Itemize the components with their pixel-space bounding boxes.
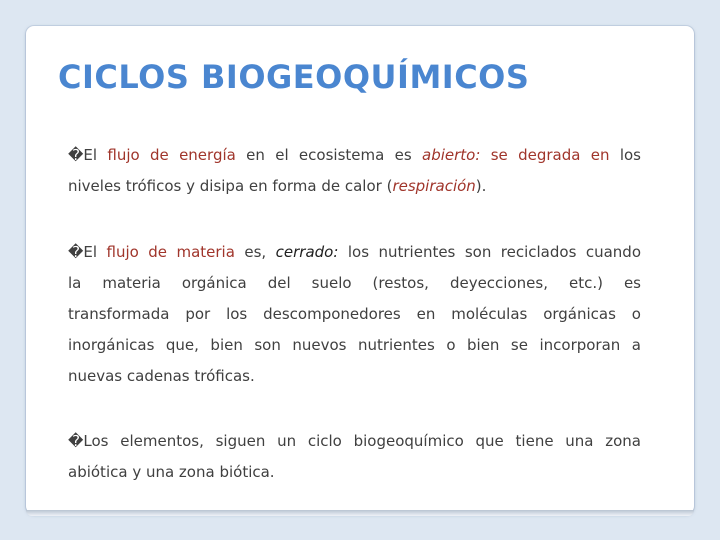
paragraph-line: transformada por los descomponedores en moléculas orgánicas o xyxy=(68,305,641,323)
paragraph-line: la materia orgánica del suelo (restos, deyecciones, etc.) es xyxy=(68,274,641,292)
text-run: los nutrientes son reciclados cuando xyxy=(338,243,641,261)
paragraph-line: nuevas cadenas tróficas. xyxy=(68,367,255,385)
slide-bottom-edge xyxy=(26,510,694,516)
term-respiration: respiración xyxy=(392,177,476,195)
slide-title: CICLOS BIOGEOQUÍMICOS xyxy=(58,58,530,96)
term-open: abierto: xyxy=(422,146,481,164)
text-run: Los elementos, siguen un ciclo biogeoquímico que tiene una zona xyxy=(83,432,641,450)
paragraph-line: inorgánicas que, bien son nuevos nutrientes o bien se incorporan a xyxy=(68,336,641,354)
paragraph-line xyxy=(68,140,641,171)
text-run: niveles tróficos y disipa en forma de calor ( xyxy=(68,177,393,195)
text-run: los xyxy=(609,146,641,164)
bullet-glyph: � xyxy=(68,146,84,164)
paragraph-line xyxy=(68,237,641,268)
paragraph-line: abiótica y una zona biótica. xyxy=(68,463,275,481)
term-closed: cerrado: xyxy=(275,243,339,261)
bullet-glyph: � xyxy=(68,432,84,450)
text-run: ). xyxy=(475,177,487,195)
term-energy-flow: flujo de energía xyxy=(107,146,236,164)
text-run: es, xyxy=(234,243,276,261)
paragraph-matter-flow xyxy=(68,237,641,392)
text-run-red: se degrada en xyxy=(480,146,610,164)
text-run: en el ecosistema es xyxy=(235,146,422,164)
paragraph-elements xyxy=(68,426,641,488)
paragraph-energy-flow xyxy=(68,140,641,202)
text-run: El xyxy=(83,243,107,261)
term-matter-flow: flujo de materia xyxy=(106,243,235,261)
text-run: El xyxy=(83,146,108,164)
paragraph-line xyxy=(68,426,641,457)
paragraph-line xyxy=(68,171,641,202)
bullet-glyph: � xyxy=(68,243,84,261)
